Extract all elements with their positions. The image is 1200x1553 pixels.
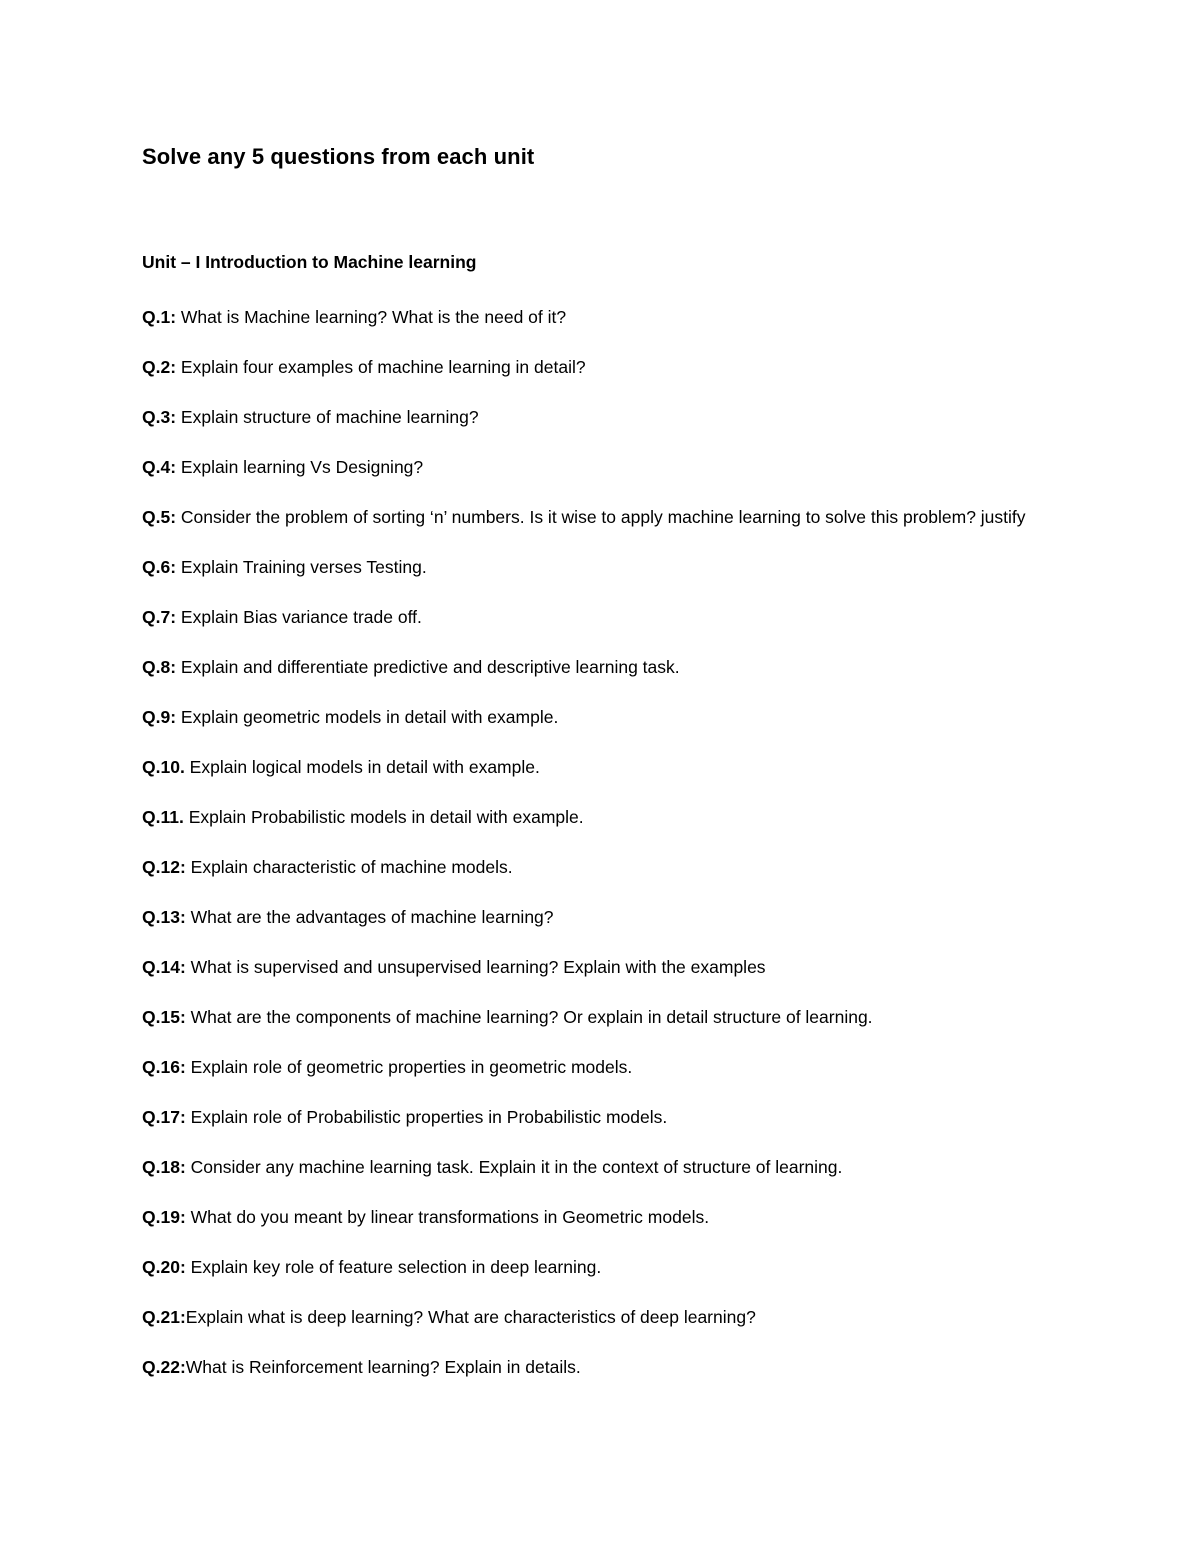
question-text: What is Machine learning? What is the need of it?: [176, 307, 567, 327]
question-item: [142, 302, 1042, 333]
question-number: Q.15:: [142, 1007, 186, 1027]
question-item: [142, 802, 1042, 833]
question-text: Explain key role of feature selection in deep learning.: [185, 1257, 602, 1277]
question-list: [142, 302, 1042, 1402]
question-text: Explain characteristic of machine models.: [185, 857, 513, 877]
question-item: [142, 502, 1042, 533]
question-text: Explain four examples of machine learning in detail?: [176, 357, 586, 377]
question-text: What is supervised and unsupervised learning? Explain with the examples: [185, 957, 766, 977]
question-text: Explain role of Probabilistic properties in Probabilistic models.: [185, 1107, 668, 1127]
question-number: Q.8:: [142, 657, 177, 677]
question-number: Q.6:: [142, 557, 177, 577]
question-item: [142, 902, 1042, 933]
unit-heading: Unit – I Introduction to Machine learning: [142, 252, 477, 272]
question-item: [142, 602, 1042, 633]
question-text: Explain Training verses Testing.: [176, 557, 427, 577]
question-number: Q.20:: [142, 1257, 186, 1277]
question-text: What is Reinforcement learning? Explain in details.: [185, 1357, 581, 1377]
question-number: Q.3:: [142, 407, 177, 427]
question-text: Explain geometric models in detail with example.: [176, 707, 559, 727]
question-text: Consider any machine learning task. Explain it in the context of structure of learning.: [185, 1157, 843, 1177]
question-number: Q.22:: [142, 1357, 186, 1377]
question-text: Explain Bias variance trade off.: [176, 607, 422, 627]
question-text: What are the components of machine learning? Or explain in detail structure of learning.: [185, 1007, 873, 1027]
question-item: [142, 452, 1042, 483]
question-number: Q.12:: [142, 857, 186, 877]
question-item: [142, 1002, 1042, 1033]
question-text: Explain role of geometric properties in geometric models.: [185, 1057, 633, 1077]
question-item: [142, 1302, 1042, 1333]
question-item: [142, 1202, 1042, 1233]
question-text: Explain logical models in detail with example.: [184, 757, 540, 777]
question-item: [142, 402, 1042, 433]
question-number: Q.18:: [142, 1157, 186, 1177]
question-number: Q.7:: [142, 607, 177, 627]
question-text: What are the advantages of machine learning?: [185, 907, 554, 927]
question-item: [142, 352, 1042, 383]
question-number: Q.11.: [142, 807, 184, 827]
question-item: [142, 702, 1042, 733]
question-item: [142, 752, 1042, 783]
question-number: Q.21:: [142, 1307, 186, 1327]
question-text: Explain Probabilistic models in detail with example.: [183, 807, 584, 827]
question-item: [142, 852, 1042, 883]
question-number: Q.17:: [142, 1107, 186, 1127]
question-number: Q.16:: [142, 1057, 186, 1077]
question-number: Q.1:: [142, 307, 177, 327]
question-number: Q.9:: [142, 707, 177, 727]
question-number: Q.19:: [142, 1207, 186, 1227]
question-item: [142, 652, 1042, 683]
question-text: Explain and differentiate predictive and descriptive learning task.: [176, 657, 680, 677]
question-number: Q.10.: [142, 757, 185, 777]
question-item: [142, 552, 1042, 583]
document-title: Solve any 5 questions from each unit: [142, 144, 535, 169]
question-item: [142, 952, 1042, 983]
question-number: Q.5:: [142, 507, 177, 527]
question-item: [142, 1352, 1042, 1383]
question-text: Explain learning Vs Designing?: [176, 457, 424, 477]
question-text: Consider the problem of sorting ‘n’ numbers. Is it wise to apply machine learning to solve this problem? justify: [176, 507, 1026, 527]
question-text: Explain what is deep learning? What are characteristics of deep learning?: [185, 1307, 756, 1327]
question-number: Q.4:: [142, 457, 177, 477]
question-text: What do you meant by linear transformations in Geometric models.: [185, 1207, 710, 1227]
question-text: Explain structure of machine learning?: [176, 407, 479, 427]
question-item: [142, 1152, 1042, 1183]
question-number: Q.2:: [142, 357, 177, 377]
question-item: [142, 1252, 1042, 1283]
question-item: [142, 1052, 1042, 1083]
question-number: Q.14:: [142, 957, 186, 977]
question-item: [142, 1102, 1042, 1133]
question-number: Q.13:: [142, 907, 186, 927]
